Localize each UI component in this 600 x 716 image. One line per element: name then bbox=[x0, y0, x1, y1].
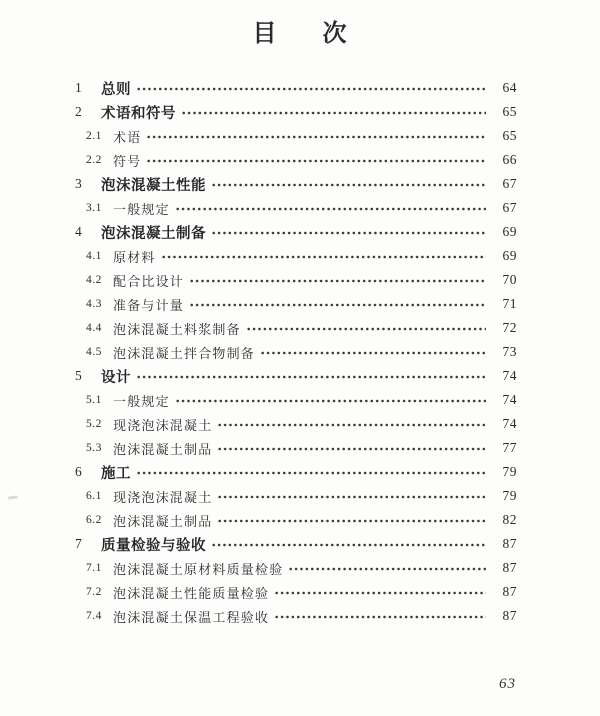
toc-entry bbox=[75, 412, 517, 436]
toc-entry-title: 符号 bbox=[113, 153, 142, 169]
toc-list bbox=[75, 76, 517, 628]
toc-entry-title: 泡沫混凝土制品 bbox=[113, 513, 213, 529]
dot-leader bbox=[181, 100, 486, 124]
dot-leader bbox=[189, 292, 486, 316]
dot-leader bbox=[175, 388, 486, 412]
dot-leader bbox=[274, 604, 486, 628]
toc-entry-title: 泡沫混凝土保温工程验收 bbox=[113, 609, 270, 625]
toc-entry-page: 73 bbox=[502, 344, 517, 359]
toc-entry-title: 配合比设计 bbox=[113, 273, 185, 289]
toc-entry-number: 3 bbox=[75, 176, 82, 191]
dot-leader bbox=[146, 148, 486, 172]
toc-entry-title: 一般规定 bbox=[113, 201, 170, 217]
toc-entry-page: 67 bbox=[502, 200, 517, 215]
toc-entry-number: 6 bbox=[75, 464, 82, 479]
toc-entry bbox=[75, 244, 517, 268]
toc-entry-page: 74 bbox=[502, 368, 517, 383]
toc-entry-page: 87 bbox=[502, 608, 517, 623]
toc-entry bbox=[75, 148, 517, 172]
toc-entry-page: 71 bbox=[502, 296, 517, 311]
toc-entry-title: 泡沫混凝土性能 bbox=[101, 177, 206, 194]
dot-leader bbox=[211, 172, 486, 196]
toc-entry bbox=[75, 436, 517, 460]
dot-leader bbox=[146, 124, 486, 148]
toc-entry-title: 一般规定 bbox=[113, 393, 170, 409]
toc-entry-page: 66 bbox=[502, 152, 517, 167]
toc-entry bbox=[75, 196, 517, 220]
toc-entry bbox=[75, 340, 517, 364]
toc-entry-title: 泡沫混凝土原材料质量检验 bbox=[113, 561, 284, 577]
toc-entry bbox=[75, 268, 517, 292]
toc-entry-number: 4.1 bbox=[86, 250, 102, 262]
page-title: 目 次 bbox=[252, 21, 348, 47]
dot-leader bbox=[136, 76, 486, 100]
toc-entry-title: 泡沫混凝土制备 bbox=[101, 225, 206, 242]
toc-entry-number: 4 bbox=[75, 224, 82, 239]
toc-entry bbox=[75, 556, 517, 580]
toc-entry-number: 4.3 bbox=[86, 298, 102, 310]
toc-entry bbox=[75, 364, 517, 388]
toc-entry-page: 70 bbox=[502, 272, 517, 287]
toc-entry-number: 5.3 bbox=[86, 442, 102, 454]
toc-entry-title: 术语和符号 bbox=[101, 105, 176, 122]
toc-entry-number: 4.2 bbox=[86, 274, 102, 286]
toc-entry-number: 6.1 bbox=[86, 490, 102, 502]
toc-entry bbox=[75, 604, 517, 628]
toc-entry-title: 泡沫混凝土性能质量检验 bbox=[113, 585, 270, 601]
toc-entry-number: 5.2 bbox=[86, 418, 102, 430]
toc-entry-page: 79 bbox=[502, 488, 517, 503]
dot-leader bbox=[246, 316, 486, 340]
toc-entry-title: 设计 bbox=[101, 369, 131, 386]
toc-entry-title: 泡沫混凝土料浆制备 bbox=[113, 321, 241, 337]
dot-leader bbox=[211, 532, 486, 556]
dot-leader bbox=[217, 412, 486, 436]
scan-artifact bbox=[8, 495, 18, 499]
toc-entry-page: 87 bbox=[502, 560, 517, 575]
toc-entry-page: 87 bbox=[502, 536, 517, 551]
toc-entry bbox=[75, 124, 517, 148]
toc-entry-page: 74 bbox=[502, 392, 517, 407]
toc-entry-page: 87 bbox=[502, 584, 517, 599]
toc-entry-page: 64 bbox=[502, 80, 517, 95]
dot-leader bbox=[217, 436, 486, 460]
toc-entry-page: 77 bbox=[502, 440, 517, 455]
dot-leader bbox=[217, 484, 486, 508]
toc-entry-title: 原材料 bbox=[113, 249, 156, 265]
toc-entry-page: 82 bbox=[502, 512, 517, 527]
toc-entry-page: 65 bbox=[502, 104, 517, 119]
toc-entry bbox=[75, 508, 517, 532]
toc-entry-number: 4.4 bbox=[86, 322, 102, 334]
toc-entry bbox=[75, 100, 517, 124]
dot-leader bbox=[211, 220, 486, 244]
toc-entry-title: 现浇泡沫混凝土 bbox=[113, 489, 213, 505]
toc-entry-title: 泡沫混凝土拌合物制备 bbox=[113, 345, 256, 361]
toc-entry-page: 65 bbox=[502, 128, 517, 143]
toc-entry-number: 2.1 bbox=[86, 130, 102, 142]
dot-leader bbox=[217, 508, 486, 532]
toc-entry bbox=[75, 532, 517, 556]
toc-entry-title: 术语 bbox=[113, 129, 142, 145]
dot-leader bbox=[288, 556, 486, 580]
toc-entry-title: 泡沫混凝土制品 bbox=[113, 441, 213, 457]
toc-entry-number: 2 bbox=[75, 104, 82, 119]
toc-entry-page: 69 bbox=[502, 248, 517, 263]
dot-leader bbox=[136, 364, 486, 388]
toc-entry bbox=[75, 316, 517, 340]
toc-entry-number: 1 bbox=[75, 80, 82, 95]
toc-entry-page: 74 bbox=[502, 416, 517, 431]
toc-entry-number: 7.1 bbox=[86, 562, 102, 574]
toc-entry bbox=[75, 484, 517, 508]
toc-entry bbox=[75, 460, 517, 484]
toc-entry-number: 2.2 bbox=[86, 154, 102, 166]
dot-leader bbox=[274, 580, 486, 604]
toc-entry-number: 7.4 bbox=[86, 610, 102, 622]
toc-entry-number: 4.5 bbox=[86, 346, 102, 358]
dot-leader bbox=[175, 196, 486, 220]
toc-entry-page: 72 bbox=[502, 320, 517, 335]
toc-entry-title: 施工 bbox=[101, 465, 131, 482]
toc-entry-number: 5 bbox=[75, 368, 82, 383]
toc-entry-page: 79 bbox=[502, 464, 517, 479]
toc-entry bbox=[75, 580, 517, 604]
toc-entry bbox=[75, 220, 517, 244]
dot-leader bbox=[136, 460, 486, 484]
toc-entry-number: 5.1 bbox=[86, 394, 102, 406]
toc-entry-title: 总则 bbox=[101, 81, 131, 98]
toc-entry-number: 7.2 bbox=[86, 586, 102, 598]
dot-leader bbox=[189, 268, 486, 292]
toc-entry bbox=[75, 76, 517, 100]
toc-entry-page: 69 bbox=[502, 224, 517, 239]
toc-entry-number: 6.2 bbox=[86, 514, 102, 526]
toc-entry-number: 7 bbox=[75, 536, 82, 551]
toc-entry bbox=[75, 388, 517, 412]
toc-entry-number: 3.1 bbox=[86, 202, 102, 214]
toc-entry-page: 67 bbox=[502, 176, 517, 191]
toc-entry-title: 质量检验与验收 bbox=[101, 537, 206, 554]
folio-page-number: 63 bbox=[499, 676, 516, 692]
toc-entry-title: 准备与计量 bbox=[113, 297, 185, 313]
toc-entry bbox=[75, 172, 517, 196]
dot-leader bbox=[161, 244, 486, 268]
toc-entry bbox=[75, 292, 517, 316]
dot-leader bbox=[260, 340, 486, 364]
toc-entry-title: 现浇泡沫混凝土 bbox=[113, 417, 213, 433]
